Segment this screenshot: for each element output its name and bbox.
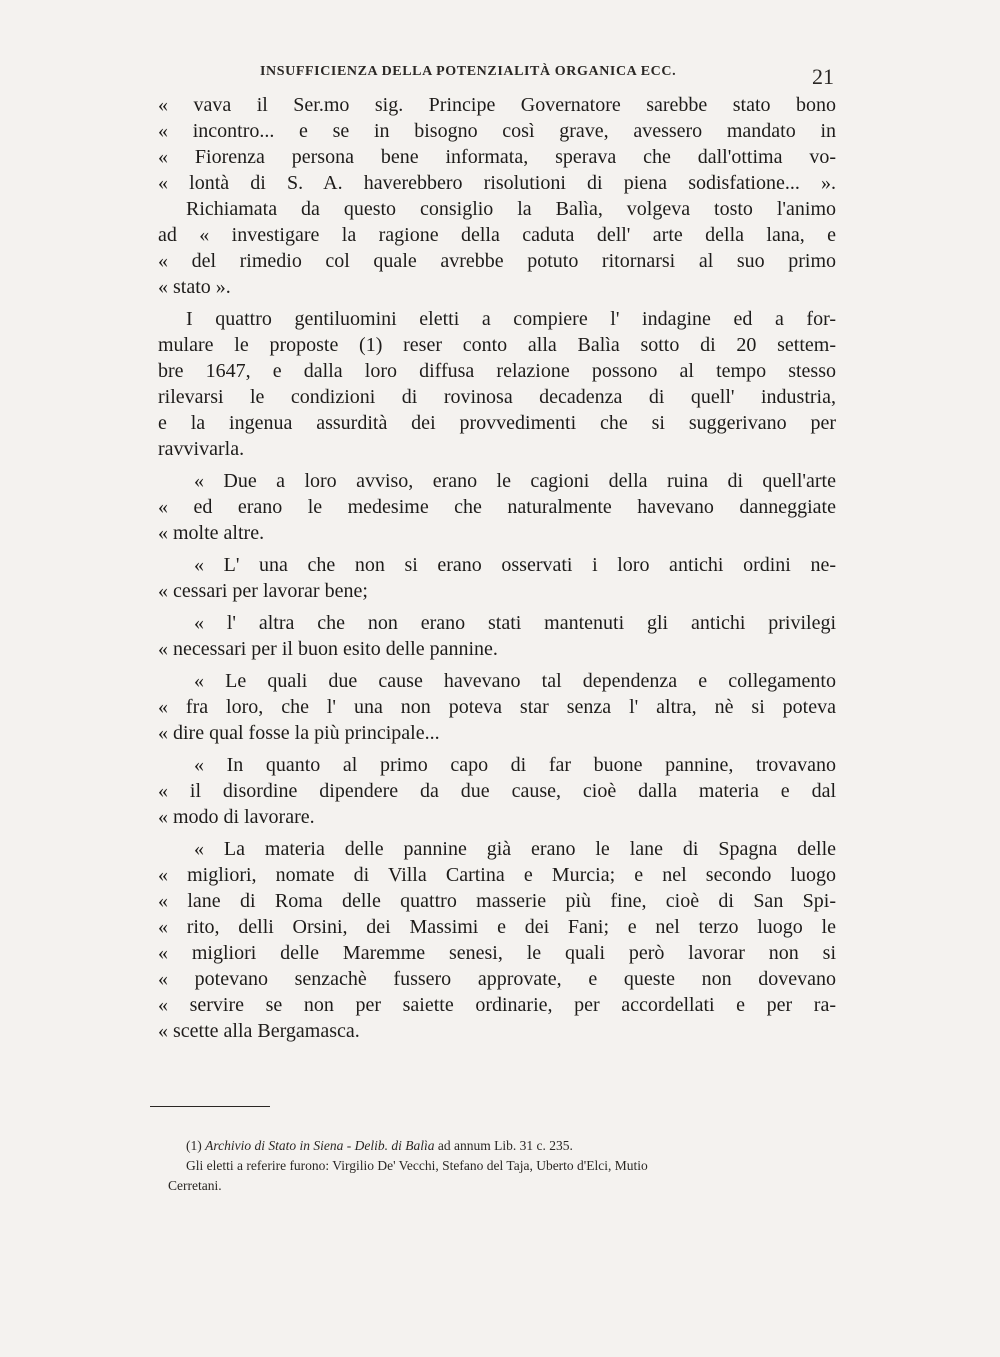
text-line: ravvivarla. [158, 438, 245, 460]
footnote-2-line-2: Cerretani. [168, 1178, 222, 1193]
text-line: « rito, delli Orsini, dei Massimi e dei Fani; e nel terzo luogo le [158, 916, 836, 938]
running-header: INSUFFICIENZA DELLA POTENZIALITÀ ORGANICA ECC. [260, 64, 677, 79]
text-line: « l' altra che non erano stati mantenuti gli antichi privilegi [194, 612, 836, 634]
text-line: « vava il Ser.mo sig. Principe Governatore sarebbe stato bono [158, 94, 836, 116]
body-text [158, 92, 836, 1044]
text-line: « Due a loro avviso, erano le cagioni della ruina di quell'arte [194, 470, 836, 492]
text-line: ad « investigare la ragione della caduta dell' arte della lana, e [158, 224, 836, 246]
text-line: « scette alla Bergamasca. [158, 1020, 360, 1042]
text-line: « del rimedio col quale avrebbe potuto ritornarsi al suo primo [158, 250, 836, 272]
text-line: « L' una che non si erano osservati i loro antichi ordini ne- [194, 554, 836, 576]
text-line: « In quanto al primo capo di far buone pannine, trovavano [194, 754, 836, 776]
text-line: e la ingenua assurdità dei provvedimenti che si suggerivano per [158, 412, 836, 434]
text-line: « cessari per lavorar bene; [158, 580, 368, 602]
footnote-marker: (1) [186, 1138, 202, 1153]
text-line: « necessari per il buon esito delle pannine. [158, 638, 498, 660]
text-line: bre 1647, e dalla loro diffusa relazione possono al tempo stesso [158, 360, 836, 382]
text-line: « molte altre. [158, 522, 265, 544]
text-line: « La materia delle pannine già erano le lane di Spagna delle [194, 838, 836, 860]
text-line: mulare le proposte (1) reser conto alla Balìa sotto di 20 settem- [158, 334, 836, 356]
text-line: « incontro... e se in bisogno così grave, avessero mandato in [158, 120, 836, 142]
text-line: « lane di Roma delle quattro masserie più fine, cioè di San Spi- [158, 890, 836, 912]
footnote-1 [168, 1136, 828, 1156]
text-line: « il disordine dipendere da due cause, cioè dalla materia e dal [158, 780, 836, 802]
text-line: I quattro gentiluomini eletti a compiere l' indagine ed a for- [186, 308, 836, 330]
text-line: « ed erano le medesime che naturalmente havevano danneggiate [158, 496, 836, 518]
text-line: « servire se non per saiette ordinarie, per accordellati e per ra- [158, 994, 836, 1016]
text-line: « dire qual fosse la più principale... [158, 722, 440, 744]
text-line: Richiamata da questo consiglio la Balìa, volgeva tosto l'animo [186, 198, 836, 220]
footnote-source-italic: Archivio di Stato in Siena - Delib. di Balìa [205, 1138, 435, 1153]
page-number: 21 [812, 64, 834, 89]
text-line: « migliori delle Maremme senesi, le quali però lavorar non si [158, 942, 836, 964]
text-line: « Le quali due cause havevano tal dependenza e collegamento [194, 670, 836, 692]
text-line: « lontà di S. A. haverebbero risolutioni di piena sodisfatione... ». [158, 172, 836, 194]
text-line: « Fiorenza persona bene informata, sperava che dall'ottima vo- [158, 146, 836, 168]
text-line: rilevarsi le condizioni di rovinosa decadenza di quell' industria, [158, 386, 836, 408]
text-line: « fra loro, che l' una non poteva star senza l' altra, nè si poteva [158, 696, 836, 718]
footnote-2-line-1: Gli eletti a referire furono: Virgilio De' Vecchi, Stefano del Taja, Uberto d'Elci, Mutio [186, 1158, 648, 1173]
text-line: « stato ». [158, 276, 231, 298]
footnotes [168, 1136, 828, 1196]
footnote-source-rest: ad annum Lib. 31 c. 235. [437, 1138, 573, 1153]
footnote-rule [150, 1106, 270, 1107]
text-line: « modo di lavorare. [158, 806, 315, 828]
text-line: « migliori, nomate di Villa Cartina e Murcia; e nel secondo luogo [158, 864, 836, 886]
text-line: « potevano senzachè fussero approvate, e queste non dovevano [158, 968, 836, 990]
